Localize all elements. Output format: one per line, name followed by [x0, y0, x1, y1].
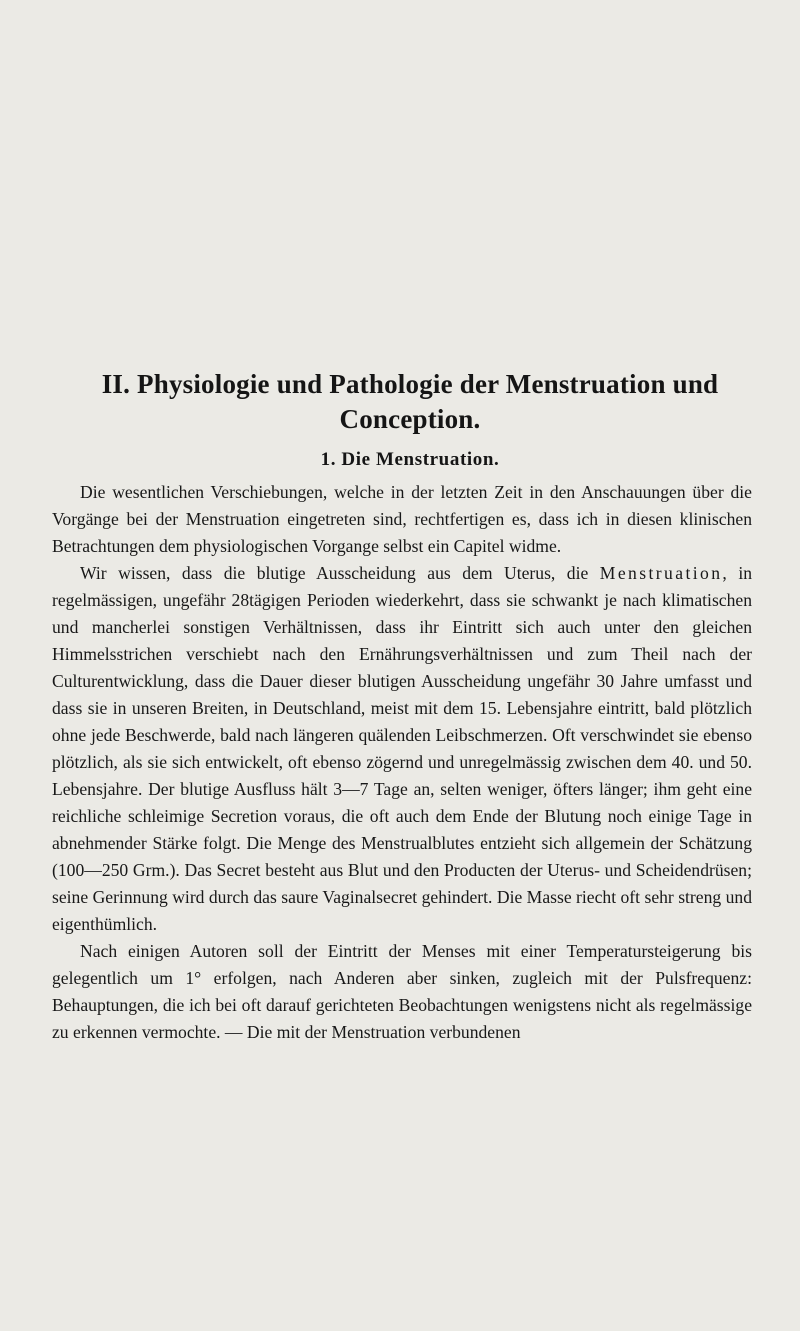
paragraph-2-rest: , in regelmässigen, ungefähr 28tägigen Perioden wiederkehrt, dass sie schwankt je nach klimatischen und mancherlei sonstigen Verhältnissen, dass ihr Eintritt sich auch unter den gleichen Himmelsstrichen verschiebt nach den Ernährungsverhältnissen und zum Theil nach der Culturentwicklung, dass die Dauer dieser blutigen Ausscheidung ungefähr 30 Jahre umfasst und dass sie in unseren Breiten, in Deutschland, meist mit dem 15. Lebensjahre eintritt, bald plötzlich ohne jede Beschwerde, bald nach längeren quälenden Leibschmerzen. Oft verschwindet sie ebenso plötzlich, als sie sich entwickelt, oft ebenso zögernd und unregelmässig zwischen dem 40. und 50. Lebensjahre. Der blutige Ausfluss hält 3—7 Tage an, selten weniger, öfters länger; ihm geht eine reichliche schleimige Secretion voraus, die oft auch dem Ende der Blutung noch einige Tage in abnehmender Stärke folgt. Die Menge des Menstrualblutes entzieht sich allgemein der Schätzung (100—250 Grm.). Das Secret besteht aus Blut und den Producten der Uterus- und Scheidendrüsen; seine Gerinnung wird durch das saure Vaginalsecret gehindert. Die Masse riecht oft sehr streng und eigenthümlich.	[52, 563, 752, 934]
chapter-title-line-2: Conception.	[339, 404, 481, 434]
paragraph-2	[52, 560, 752, 938]
paragraph-3: Nach einigen Autoren soll der Eintritt der Menses mit einer Temperatursteigerung bis gelegentlich um 1° erfolgen, nach Anderen aber sinken, zugleich mit der Pulsfrequenz: Behauptungen, die ich bei oft darauf gerichteten Beobachtungen wenigstens nicht als regelmässige zu erkennen vermochte. — Die mit der Menstruation verbundenen	[52, 941, 752, 1042]
body-text	[52, 479, 752, 1046]
chapter-title-line-1: II. Physiologie und Pathologie der Menstruation und	[101, 369, 719, 399]
emphasized-term: Menstruation	[599, 563, 723, 583]
paragraph-1: Die wesentlichen Verschiebungen, welche in der letzten Zeit in den Anschauungen über die Vorgänge bei der Menstruation eingetreten sind, rechtfertigen es, dass ich in diesen klinischen Betrachtungen dem physiologischen Vorgange selbst ein Capitel widme.	[52, 482, 752, 556]
section-heading: 1. Die Menstruation.	[320, 449, 500, 470]
paragraph-2-start: Wir wissen, dass die blutige Ausscheidung aus dem Uterus, die	[80, 563, 600, 583]
chapter-heading	[60, 367, 760, 437]
